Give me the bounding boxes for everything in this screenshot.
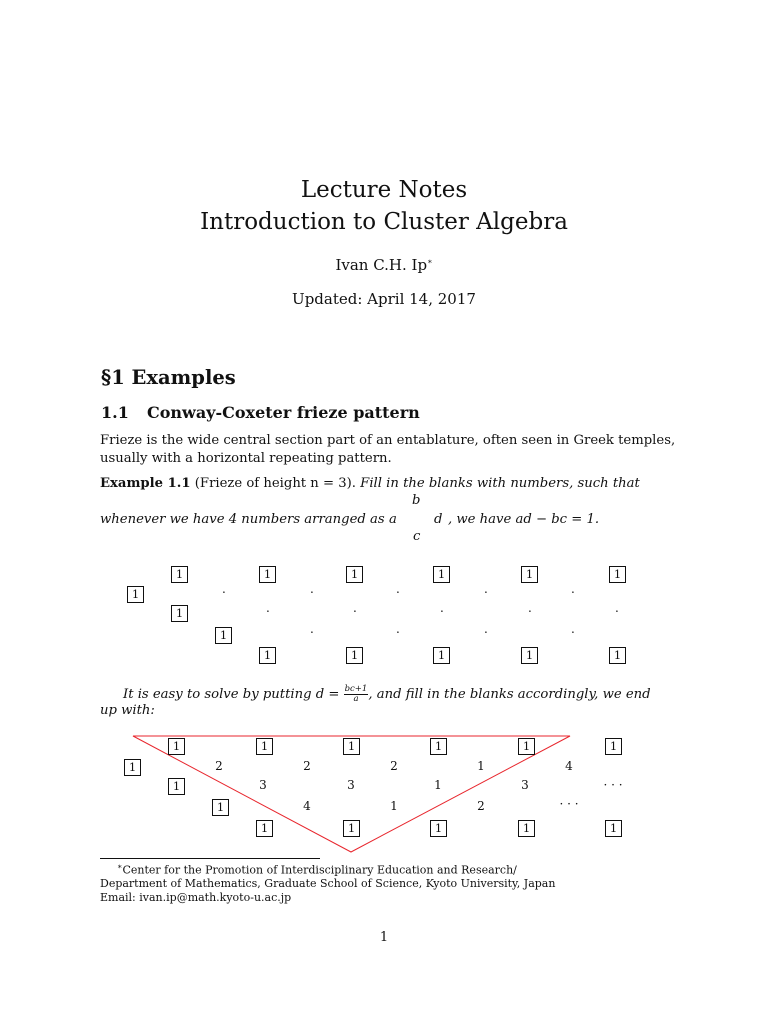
frieze2-one: 1 [430,738,447,755]
frieze1-dot: . [440,601,444,615]
frieze1-dot: . [484,582,488,596]
footnote-line-2: Department of Mathematics, Graduate School of Science, Kyoto University, Japan [100,877,556,890]
frieze2-value: 4 [303,799,311,813]
frieze1-one: 1 [521,566,538,583]
example-paren: (Frieze of height n = 3). [194,476,356,491]
frieze1-dot: . [266,601,270,615]
subsection-number: 1.1 [101,403,129,422]
frieze1-dot: . [528,601,532,615]
frieze1-one: 1 [521,647,538,664]
frieze2-one: 1 [212,799,229,816]
frieze2-value: 1 [390,799,398,813]
title-line-2: Introduction to Cluster Algebra [200,209,568,235]
frieze2-one: 1 [124,759,141,776]
frieze1-dot: . [222,582,226,596]
example-text-1: Fill in the blanks with numbers, such that [360,476,640,491]
fraction-numerator: bc+1 [344,684,368,694]
frieze1-dot: . [310,582,314,596]
footnote-line-1 [117,862,517,877]
frieze1-one: 1 [215,627,232,644]
frieze1-one: 1 [259,566,276,583]
frieze1-dot: . [615,601,619,615]
frieze1-dot: . [310,622,314,636]
frieze1-dot: . [571,622,575,636]
frieze1-dot: . [353,601,357,615]
frieze2-value: 3 [347,778,355,792]
footnote-mark: ∗ [117,862,123,871]
title-line-1: Lecture Notes [300,177,468,203]
solution-text-after: , and fill in the blanks accordingly, we end [368,687,651,702]
frieze1-dot: . [571,582,575,596]
frieze2-ellipsis: · · · [559,797,579,811]
frieze2-one: 1 [518,820,535,837]
frieze2-value: 1 [477,759,485,773]
fraction-denominator: a [353,694,359,704]
frieze2-value: 1 [434,778,442,792]
frieze1-one: 1 [609,647,626,664]
solution-text-before: It is easy to solve by putting d = [123,687,340,702]
author-name: Ivan C.H. Ip [335,256,428,274]
frieze1-one: 1 [609,566,626,583]
frieze2-one: 1 [605,738,622,755]
frieze2-value: 2 [303,759,311,773]
footnote-line-3: Email: ivan.ip@math.kyoto-u.ac.jp [100,891,292,904]
frieze2-one: 1 [256,738,273,755]
frieze2-ellipsis: · · · [603,778,623,792]
frieze2-value: 4 [565,759,573,773]
frieze2-value: 2 [477,799,485,813]
frieze2-one: 1 [168,738,185,755]
frieze2-value: 2 [215,759,223,773]
solution-line-2: up with: [100,703,155,718]
diamond-a: a [389,512,397,527]
frieze1-dot: . [484,622,488,636]
frieze1-one: 1 [433,647,450,664]
example-text-3: , we have ad − bc = 1. [448,512,600,527]
frieze2-one: 1 [430,820,447,837]
frieze2-value: 2 [390,759,398,773]
footnote-rule [100,858,320,859]
frieze1-dot: . [396,622,400,636]
section-heading: §1 Examples [101,366,236,389]
frieze2-one: 1 [256,820,273,837]
updated-date: Updated: April 14, 2017 [292,290,476,308]
diamond-b: b [412,493,421,508]
frieze1-one: 1 [171,566,188,583]
diamond-d: d [434,512,443,527]
frieze1-one: 1 [433,566,450,583]
frieze2-value: 3 [521,778,529,792]
example-text-2: whenever we have 4 numbers arranged as [100,512,385,527]
page-number: 1 [379,930,389,945]
frieze2-one: 1 [605,820,622,837]
author-footnote-mark: ∗ [427,257,433,266]
paragraph-line-1: Frieze is the wide central section part of an entablature, often seen in Greek temples, [100,433,676,448]
diamond-c: c [413,529,421,544]
frieze1-dot: . [396,582,400,596]
subsection-title: Conway-Coxeter frieze pattern [147,403,420,422]
paragraph-line-2: usually with a horizontal repeating pattern. [100,451,392,466]
frieze2-one: 1 [343,738,360,755]
frieze1-one: 1 [346,566,363,583]
frieze2-one: 1 [518,738,535,755]
frieze2-one: 1 [168,778,185,795]
frieze2-one: 1 [343,820,360,837]
example-label: Example 1.1 [100,476,191,491]
frieze1-one: 1 [259,647,276,664]
frieze1-one: 1 [171,605,188,622]
frieze2-value: 3 [259,778,267,792]
frieze1-one: 1 [346,647,363,664]
footnote-text-1: Center for the Promotion of Interdisciplinary Education and Research/ [122,863,517,877]
frieze1-one: 1 [127,586,144,603]
